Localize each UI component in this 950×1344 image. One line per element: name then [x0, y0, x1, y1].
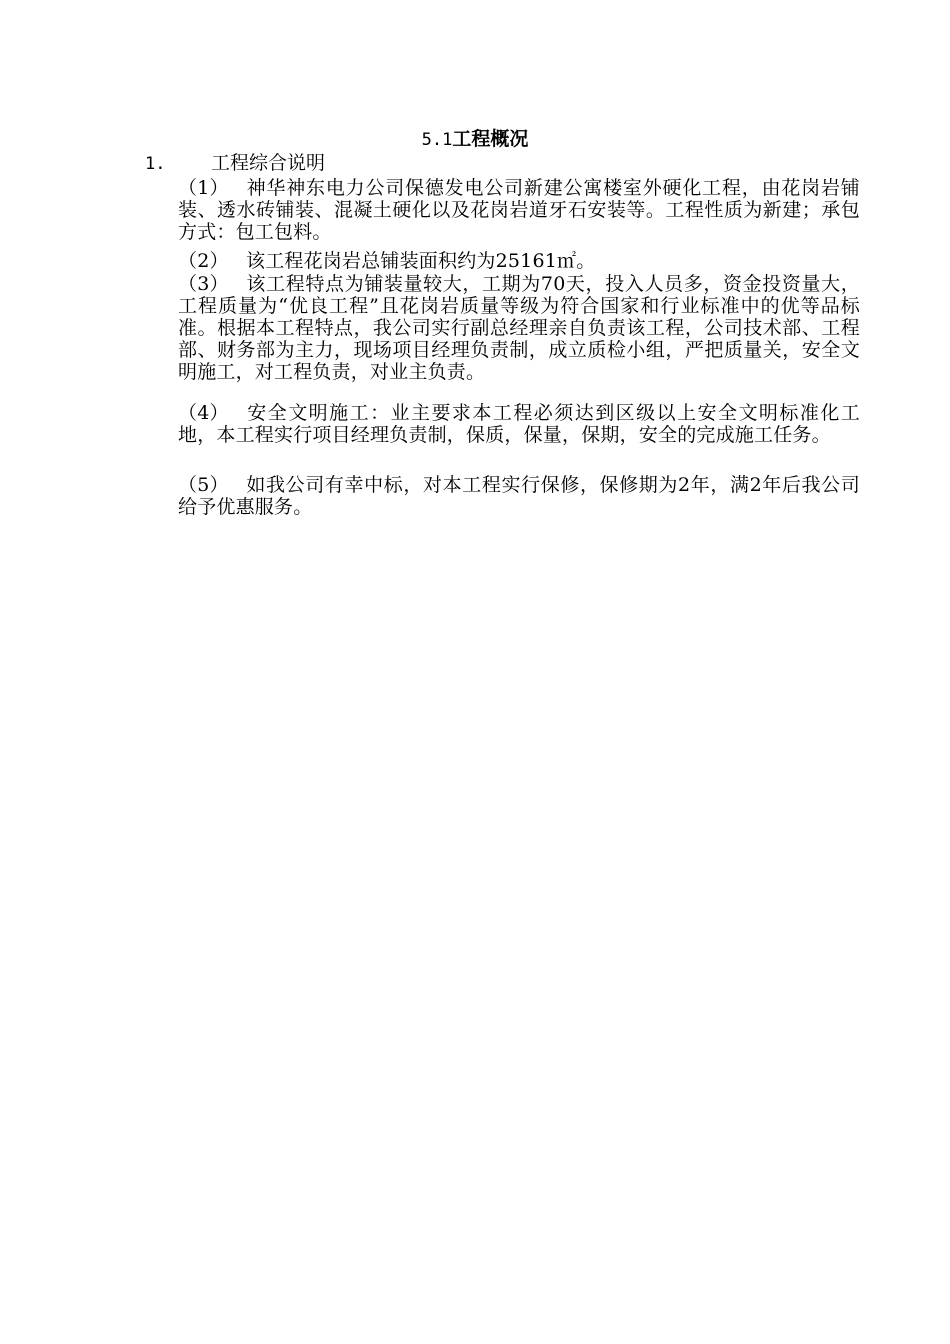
heading-number: 1.: [145, 154, 166, 174]
paragraph-text: 该工程特点为铺装量较大，工期为70天，投入人员多，资金投资量大，工程质量为“优良工程”且花岗岩质量等级为符合国家和行业标准中的优等品标准。根据本工程特点，我公司实行副总经理亲自负责该工程，公司技术部、工程部、财务部为主力，现场项目经理负责制，成立质检小组，严把质量关，安全文明施工，对工程负责，对业主负责。: [178, 273, 860, 383]
paragraph-text: 该工程花岗岩总铺装面积约为25161㎡。: [246, 250, 596, 272]
paragraph-1: [178, 177, 860, 243]
paragraph-text: 安全文明施工：业主要求本工程必须达到区级以上安全文明标准化工地，本工程实行项目经理负责制，保质，保量，保期，安全的完成施工任务。: [178, 402, 860, 446]
paragraph-5: [178, 474, 860, 518]
section-title: [0, 127, 950, 152]
paragraph-text: 神华神东电力公司保德发电公司新建公寓楼室外硬化工程，由花岗岩铺装、透水砖铺装、混凝土硬化以及花岗岩道牙石安装等。工程性质为新建；承包方式：包工包料。: [178, 177, 860, 243]
section-title-text: 工程概况: [452, 128, 529, 150]
paragraph-2: [178, 250, 860, 272]
paragraph-4: [178, 402, 860, 446]
paragraph-index: （1）: [178, 177, 229, 199]
paragraph-index: （4）: [178, 402, 229, 424]
section-title-number: 5.1: [421, 130, 453, 150]
subsection-heading: [145, 151, 325, 176]
paragraph-text: 如我公司有幸中标，对本工程实行保修，保修期为2年，满2年后我公司给予优惠服务。: [178, 474, 860, 518]
paragraph-3: [178, 273, 860, 383]
heading-text: 工程综合说明: [211, 152, 326, 174]
paragraph-index: （2）: [178, 250, 229, 272]
paragraph-index: （3）: [178, 273, 229, 295]
paragraph-index: （5）: [178, 474, 229, 496]
